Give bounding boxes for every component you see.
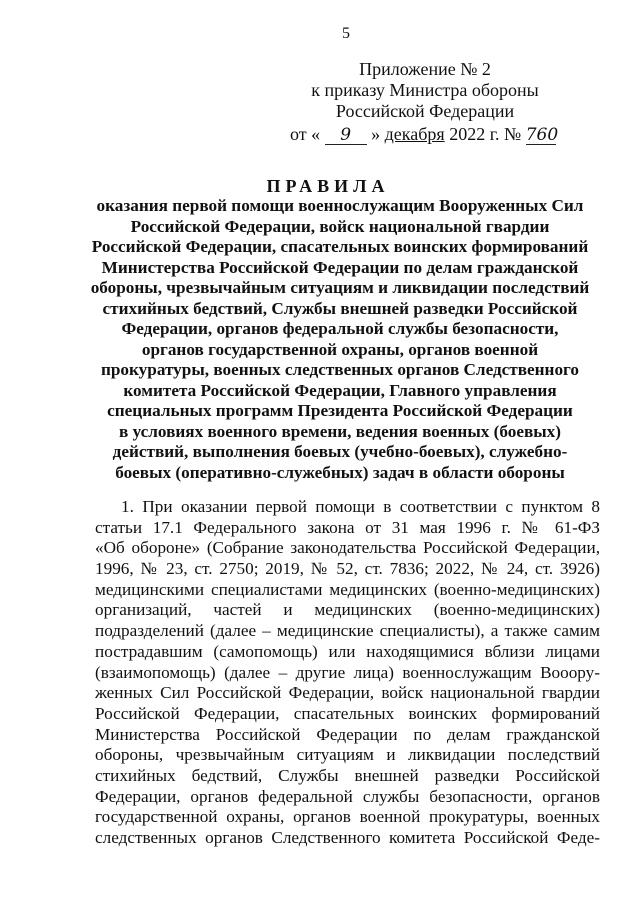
subtitle-line: стихийных бедствий, Службы внешней разведки Российской xyxy=(102,298,578,318)
paragraph-line: организаций, частей и медицинских (военно-медицинских) xyxy=(95,600,600,620)
subtitle-line: комитета Российской Федерации, Главного управления xyxy=(123,380,557,400)
paragraph-line: (взаимопомощь) (далее – другие лица) военнослужащим Вооору- xyxy=(95,662,600,682)
annex-line-1: Приложение № 2 xyxy=(359,59,491,79)
order-mid: » xyxy=(371,124,381,144)
paragraph-line: стихийных бедствий, Службы внешней разведки Российской xyxy=(95,765,600,785)
paragraph-line: Российской Федерации, спасательных воинских формирований xyxy=(95,703,600,723)
paragraph-line: статьи 17.1 Федерального закона от 31 мая 1996 г. № 61-ФЗ xyxy=(95,517,600,537)
subtitle-line: прокуратуры, военных следственных органов Следственного xyxy=(100,360,580,379)
paragraph-line: государственной охраны, органов военной прокуратуры, военных xyxy=(95,807,600,827)
order-year: 2022 г. № xyxy=(449,124,522,144)
paragraph-line: Министерства Российской Федерации по делам гражданской xyxy=(95,724,600,744)
subtitle-line: Российской Федерации, спасательных воинских формирований xyxy=(91,237,589,256)
subtitle-line: в условиях военного времени, ведения военных (боевых) xyxy=(119,421,561,441)
annex-header xyxy=(290,59,560,122)
subtitle-line: органов государственной охраны, органов военной xyxy=(141,339,539,359)
paragraph-line: подразделений (далее – медицинские специалисты), а также самим xyxy=(95,621,600,641)
subtitle-line: оказания первой помощи военнослужащим Вооруженных Сил xyxy=(96,196,584,215)
paragraph-line: женных Сил Российской Федерации, войск национальной гвардии xyxy=(95,683,600,703)
order-day: 9 xyxy=(325,127,367,145)
annex-line-2: к приказу Министра обороны xyxy=(311,80,539,100)
subtitle-line: действий, выполнения боевых (учебно-боевых), служебно- xyxy=(112,442,568,461)
subtitle-line: боевых (оперативно-служебных) задач в области обороны xyxy=(115,462,565,482)
order-date-number xyxy=(290,124,610,145)
order-month: декабря xyxy=(384,124,445,144)
page-number: 5 xyxy=(342,25,350,42)
paragraph-line: обороны, чрезвычайным ситуациям и ликвидации последствий xyxy=(95,745,600,765)
order-number: 760 xyxy=(525,125,559,145)
paragraph-line: «Об обороне» (Собрание законодательства Российской Федерации, xyxy=(95,538,600,558)
subtitle-line: Российской Федерации, войск национальной гвардии xyxy=(130,216,550,236)
annex-line-3: Российской Федерации xyxy=(335,101,515,121)
paragraph-line: 1996, № 23, ст. 2750; 2019, № 52, ст. 7836; 2022, № 24, ст. 3926) xyxy=(95,559,600,579)
paragraph-line: пострадавшим (самопомощь) или находящимися вблизи лицами xyxy=(95,641,600,661)
order-prefix: от « xyxy=(290,124,321,144)
subtitle-line: Федерации, органов федеральной службы безопасности, xyxy=(121,319,559,338)
subtitle-line: Министерства Российской Федерации по делам гражданской xyxy=(101,257,579,277)
subtitle-line: специальных программ Президента Российской Федерации xyxy=(107,401,573,420)
subtitle-line: обороны, чрезвычайным ситуациям и ликвидации последствий xyxy=(90,278,590,297)
paragraph-line: следственных органов Следственного комитета Российской Феде- xyxy=(95,828,600,847)
document-subtitle xyxy=(70,196,610,483)
paragraph-line: 1. При оказании первой помощи в соответствии с пунктом 8 xyxy=(121,497,600,516)
document-title: ПРАВИЛА xyxy=(266,176,390,196)
paragraph-line: Федерации, органов федеральной службы безопасности, органов xyxy=(95,786,600,806)
paragraph-line: медицинскими специалистами медицинских (военно-медицинских) xyxy=(95,579,600,599)
paragraph-1 xyxy=(95,497,600,849)
